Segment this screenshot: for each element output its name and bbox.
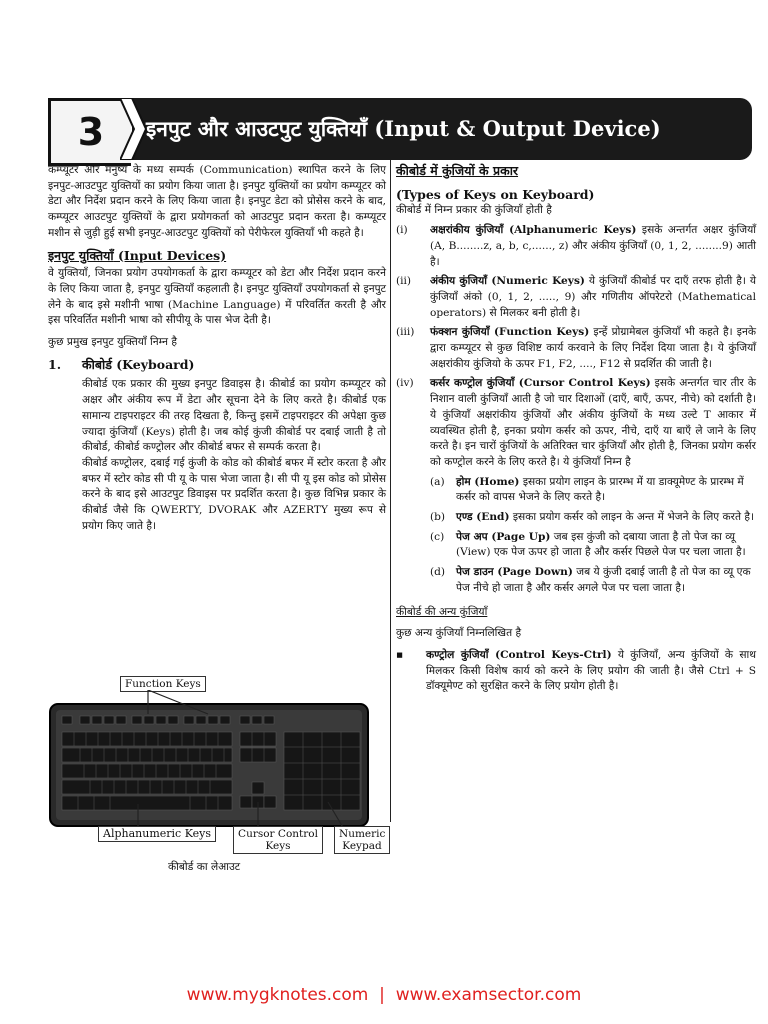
subitem-label: (c) — [430, 530, 445, 543]
key-type-item — [396, 223, 756, 270]
item-text: इन्हें प्रोग्रामेबल कुंजियाँ भी कहते है। इनके द्वारा कम्प्यूटर से कुछ विशिष्ट कार्य करवाने के लिए निर्देश दिया जाता है। ये कुंजियाँ अक्षरांकीय कुंजियो के ऊपर F1, F2, ...., F12 से प्रदर्शित की जाती है। — [430, 326, 756, 370]
key-types-intro: कीबोर्ड में निम्न प्रकार की कुंजियाँ होती है — [396, 204, 552, 217]
figure-caption: कीबोर्ड का लेआउट — [168, 861, 241, 873]
key-type-item — [396, 376, 756, 470]
subitem-text: जब इस कुंजी को दबाया जाता है तो पेज का व्यू (View) एक पेज ऊपर हो जाता है और कर्सर पिछले पेज पर चला जाता है। — [456, 530, 746, 559]
keyboard-icon — [48, 690, 378, 840]
alphanumeric-keys-callout: Alphanumeric Keys — [98, 826, 216, 842]
intro-paragraph: कम्प्यूटर और मनुष्य के मध्य सम्पर्क (Communication) स्थापित करने के लिए इनपुट-आउटपुट युक्तियों का प्रयोग किया जाता है। इनपुट युक्तियों का प्रयोग कम्प्यूटर को डेटा और निर्देश प्रदान करने के लिए किया जाता है। इनपुट डेटा को प्रोसेस करने के बाद, कम्प्यूटर आउटपुट युक्तियों के द्वारा प्रयोगकर्ता को आउटपुट प्रदान करता है। कम्प्यूटर मशीन से जुड़ी हुई सभी इनपुट-आउटपुट युक्तियों को पेरीफेरल युक्तियाँ भी कहते है। — [48, 164, 386, 239]
cursor-key-subitem — [430, 475, 756, 506]
footer-links[interactable]: www.mygknotes.com | www.examsector.com — [186, 985, 582, 1005]
subitem-name: होम (Home) — [456, 475, 520, 488]
keyboard-paragraph-2: कीबोर्ड कण्ट्रोलर, दबाई गई कुंजी के कोड को कीबोर्ड बफर में स्टोर करता है और बफर में स्टोर कोड सी पी यू के पास भेजा जाता है। सी पी यू इस कोड को प्रोसेस करने के बाद इसे आउटपुट डिवाइस पर प्रदर्शित करता है। कुछ विभिन्न प्रकार के कीबोर्ड जैसे कि QWERTY, DVORAK और AZERTY मुख्य रूप से प्रयोग किए जाते है। — [82, 456, 386, 532]
subitem-text: जब ये कुंजी दबाई जाती है तो पेज का व्यू एक पेज नीचे हो जाता है और कर्सर अगले पेज पर चला जाता है। — [456, 566, 751, 594]
control-keys-name: कण्ट्रोल कुंजियाँ (Control Keys-Ctrl) — [426, 648, 612, 661]
cursor-key-subitem — [430, 530, 756, 561]
key-type-item — [396, 274, 756, 321]
subitem-name: पेज डाउन (Page Down) — [456, 566, 573, 579]
column-divider — [390, 160, 391, 822]
item-label: (iv) — [396, 377, 414, 390]
item-name: कर्सर कण्ट्रोल कुंजियाँ (Cursor Control Keys) — [430, 377, 651, 390]
item-name: फंक्शन कुंजियाँ (Function Keys) — [430, 326, 590, 339]
main-input-list-intro: कुछ प्रमुख इनपुट युक्तियाँ निम्न है — [48, 336, 178, 349]
control-keys-item — [396, 648, 756, 695]
cursor-key-subitem — [430, 510, 756, 526]
item-text: इसके अन्तर्गत अक्षर कुंजियाँ (A, B........z, a, b, c,......, z) और अंकीय कुंजियाँ (0, 1, 2, ........9) आती है। — [430, 224, 756, 268]
subitem-label: (a) — [430, 475, 445, 488]
subitem-label: (d) — [430, 566, 446, 579]
item-text: ये कुंजियाँ कीबोर्ड पर दाएँ तरफ होती है। ये कुंजियाँ अंको (0, 1, 2, ....., 9) और गणितीय ऑपरेटरो (Mathematical operators) से मिलकर बनी होती है। — [430, 275, 756, 319]
input-heading-en: (Input Devices) — [118, 247, 227, 263]
function-keys-callout: Function Keys — [120, 676, 206, 692]
input-heading-hi: इनपुट युक्तियाँ — [48, 247, 114, 263]
item-name: अंकीय कुंजियाँ (Numeric Keys) — [430, 275, 585, 288]
subitem-name: एण्ड (End) — [456, 511, 510, 524]
chapter-title-band — [132, 98, 752, 160]
subitem-label: (b) — [430, 511, 446, 524]
chevron-right-icon — [120, 98, 150, 160]
keyboard-figure — [48, 676, 386, 886]
item-label: (iii) — [396, 326, 415, 339]
right-column — [396, 163, 756, 695]
keyboard-paragraph-1: कीबोर्ड एक प्रकार की मुख्य इनपुट डिवाइस है। कीबोर्ड का प्रयोग कम्प्यूटर को अक्षर और अंकीय रूप में डेटा और सूचना देने के लिए करते है। कीबोर्ड एक सामान्य टाइपराइटर की तरह दिखता है, किन्तु इसमें टाइपराइटर की अपेक्षा कुछ ज्यादा कुंजियाँ (Keys) होती है। जब कोई कुंजी कीबोर्ड पर दबाई जाती है तो कीबोर्ड, कीबोर्ड कण्ट्रोलर और कीबोर्ड बफर से सम्पर्क करता है। — [82, 378, 386, 454]
subitem-name: पेज अप (Page Up) — [456, 530, 551, 543]
square-bullet-icon: ▪ — [396, 648, 404, 661]
keyboard-heading-en: (Keyboard) — [116, 356, 195, 372]
numeric-keypad-callout: Numeric Keypad — [334, 826, 390, 854]
item-text: इसके अन्तर्गत चार तीर के निशान वाली कुंजियाँ आती है जो चार दिशाओं (दाएँ, बाएँ, ऊपर, नीचे) को दर्शाती है। ये कुंजियाँ अक्षरांकीय कुंजियों और अंकीय कुंजियों के मध्य उल्टे T आकार में व्यवस्थित होती है, इनका प्रयोग कर्सर को ऊपर, नीचे, दाएँ या बाएँ ले जाने के लिए करते है। इन चारों कुंजियों के अतिरिक्त चार कुंजियाँ और होती है, जिनका प्रयोग कर्सर को कण्ट्रोल करने के लिए करते है। ये कुंजियाँ निम्न है — [430, 377, 756, 468]
cursor-control-keys-callout: Cursor Control Keys — [233, 826, 323, 854]
keyboard-heading — [48, 357, 386, 373]
other-keys-intro: कुछ अन्य कुंजियाँ निम्नलिखित है — [396, 627, 522, 640]
cursor-key-subitem — [430, 565, 756, 596]
item-label: (ii) — [396, 275, 412, 288]
item-label: (i) — [396, 224, 408, 237]
subitem-text: इसका प्रयोग लाइन के प्रारम्भ में या डाक्यूमेण्ट के प्रारम्भ में कर्सर को वापस भेजने के लिए करते है। — [456, 475, 744, 504]
left-column — [48, 163, 386, 534]
key-types-heading-en: (Types of Keys on Keyboard) — [396, 186, 595, 202]
subitem-text: इसका प्रयोग कर्सर को लाइन के अन्त में भेजने के लिए करते है। — [509, 511, 755, 524]
key-type-item — [396, 325, 756, 372]
keyboard-number: 1. — [48, 356, 62, 372]
keyboard-heading-hi: कीबोर्ड — [82, 356, 112, 372]
chapter-number: 3 — [48, 98, 131, 166]
chapter-title: इनपुट और आउटपुट युक्तियाँ (Input & Output Device) — [146, 116, 661, 141]
input-devices-heading — [48, 248, 386, 264]
input-devices-paragraph: वे युक्तियाँ, जिनका प्रयोग उपयोगकर्ता के द्वारा कम्प्यूटर को डेटा और निर्देश प्रदान करने के लिए किया जाता है, इनपुट युक्तियाँ कहलाती है। इनपुट युक्तियाँ उपयोगकर्ता से इनपुट लेने के बाद इसे मशीनी भाषा (Machine Language) में परिवर्तित करती है और इस परिवर्तित मशीनी भाषा को सीपीयू के पास भेज देती है। — [48, 267, 386, 327]
key-types-heading-hi: कीबोर्ड में कुंजियों के प्रकार — [396, 163, 519, 178]
other-keys-heading: कीबोर्ड की अन्य कुंजियाँ — [396, 605, 488, 618]
control-keys-text: ये कुंजियाँ, अन्य कुंजियों के साथ मिलकर किसी विशेष कार्य को करने के लिए प्रयोग की जाती है। जैसे Ctrl + S डॉक्यूमेण्ट को सुरक्षित करने के लिए प्रयोग होती है। — [426, 648, 756, 693]
item-name: अक्षरांकीय कुंजियाँ (Alphanumeric Keys) — [430, 224, 637, 237]
